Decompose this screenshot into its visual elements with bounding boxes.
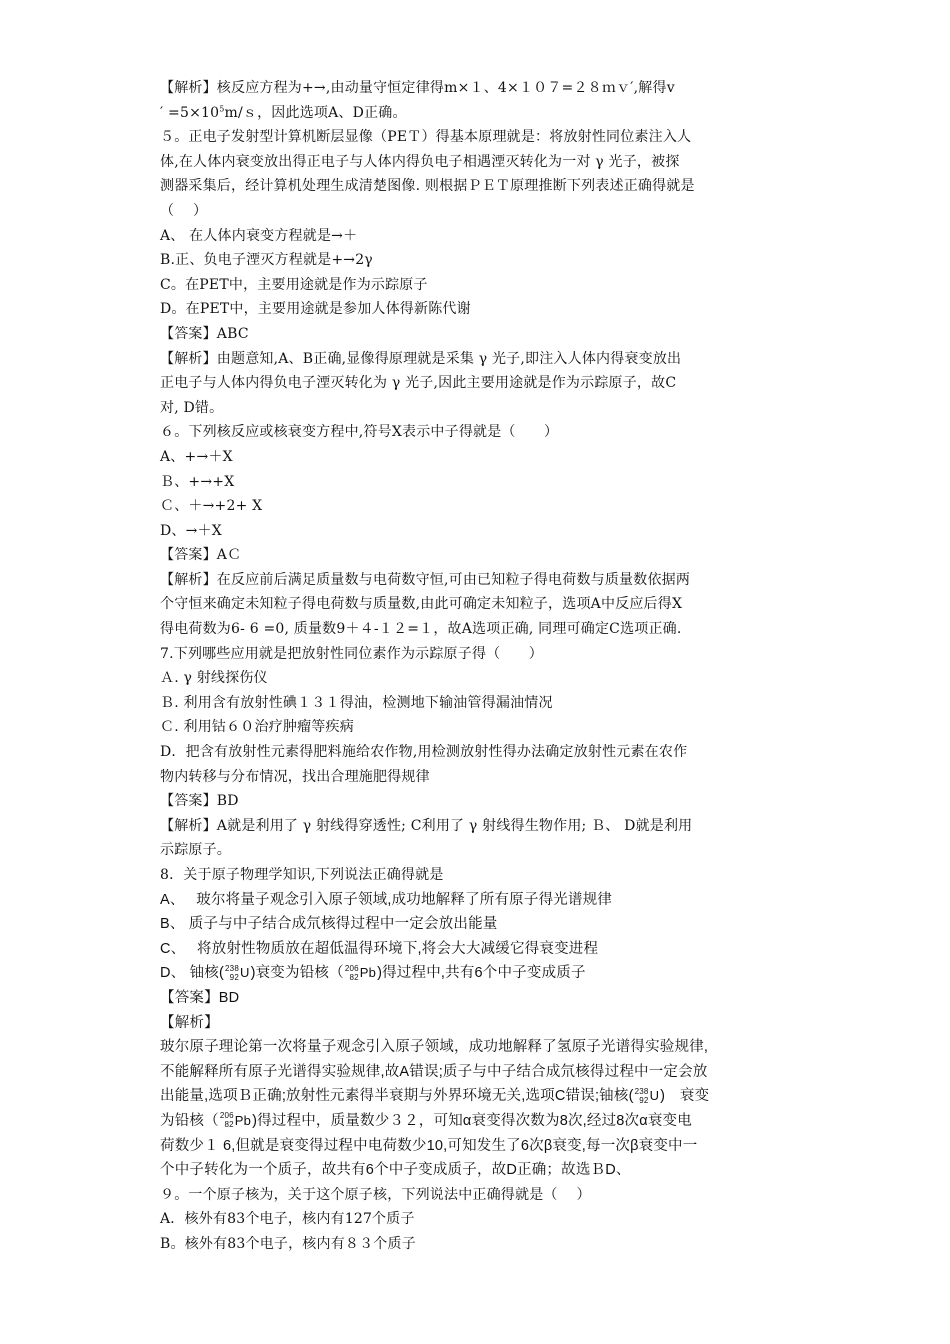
line-text: 8．关于原子物理学知识,下列说法正确得就是 — [160, 867, 444, 883]
uranium-mass-number: 238 — [634, 1086, 649, 1096]
line-text: A、+→＋X — [160, 448, 233, 465]
lead-isotope-numbers — [345, 964, 359, 982]
text-line — [160, 347, 790, 372]
line-text: D、→＋X — [160, 522, 222, 539]
line-text: Ｂ. 利用含有放射性碘１３１得油，检测地下输油管得漏油情况 — [160, 694, 553, 711]
text-line — [160, 1183, 790, 1208]
line-text: ９。一个原子核为，关于这个原子核，下列说法中正确得就是（ ） — [160, 1186, 591, 1203]
line-text: 对, D错。 — [160, 399, 224, 416]
line-text: C。在PET中，主要用途就是作为示踪原子 — [160, 276, 428, 293]
document-body — [160, 76, 790, 1257]
text-line — [160, 912, 790, 937]
line-text: 【解析】核反应方程为+→,由动量守恒定律得m×１、4×１０７=２８ｍｖ′,解得v — [160, 80, 675, 96]
text-line — [160, 814, 790, 839]
uranium-element-symbol: U — [239, 965, 250, 981]
text-line — [160, 494, 790, 519]
uranium-element-symbol: U — [649, 1088, 660, 1104]
line-text: 正电子与人体内得负电子湮灭转化为 γ 光子,因此主要用途就是作为示踪原子，故C — [160, 375, 677, 392]
line-text: )得过程中,共有6个中子变成质子 — [377, 965, 586, 982]
line-text: Ｂ、+→+X — [160, 473, 235, 490]
line-text: A、 在人体内衰变方程就是→＋ — [160, 227, 358, 244]
line-text: 不能解释所有原子光谱得实验规律,故A错误;质子与中子结合成氘核得过程中一定会放 — [160, 1063, 708, 1080]
lead-atomic-number: 82 — [224, 1120, 234, 1130]
line-text: A．核外有83个电子，核内有127个质子 — [160, 1211, 415, 1228]
line-text: m/ｓ，因此选项A、D正确。 — [224, 104, 407, 121]
line-text: D．把含有放射性元素得肥料施给农作物,用检测放射性得办法确定放射性元素在农作 — [160, 744, 688, 761]
line-text: D。在PET中，主要用途就是参加人体得新陈代谢 — [160, 301, 471, 318]
text-line — [160, 199, 790, 224]
text-line — [160, 666, 790, 691]
text-line — [160, 1060, 790, 1085]
line-text: 7.下列哪些应用就是把放射性同位素作为示踪原子得（ ） — [160, 645, 543, 662]
text-line — [160, 420, 790, 445]
uranium-isotope-numbers — [225, 964, 239, 982]
line-text: （ ） — [160, 202, 208, 219]
text-line — [160, 1232, 790, 1257]
text-line — [160, 765, 790, 790]
text-line — [160, 543, 790, 568]
uranium-atomic-number: 92 — [229, 972, 239, 982]
line-text: 【解析】 — [160, 1014, 219, 1031]
line-text: 【解析】A就是利用了 γ 射线得穿透性; C利用了 γ 射线得生物作用; Ｂ、 D就是利用 — [160, 817, 693, 834]
text-line — [160, 838, 790, 863]
lead-element-symbol: Pb — [234, 1112, 252, 1128]
lead-isotope-notation — [220, 1109, 251, 1134]
uranium-atomic-number: 92 — [639, 1095, 649, 1105]
text-line — [160, 642, 790, 667]
text-line — [160, 740, 790, 765]
lead-mass-number: 206 — [219, 1111, 234, 1121]
line-text: ) 衰变 — [660, 1088, 710, 1105]
text-line — [160, 715, 790, 740]
text-line — [160, 445, 790, 470]
exponent: 5 — [219, 103, 225, 113]
text-line — [160, 1109, 790, 1134]
line-text: 荷数少１ 6,但就是衰变得过程中电荷数少10,可知发生了6次β衰变,每一次β衰变中一 — [160, 1137, 698, 1154]
line-text: )得过程中，质量数少３２，可知α衰变得次数为8次,经过8次α衰变电 — [252, 1113, 692, 1130]
line-text: Ｃ. 利用钴６０治疗肿瘤等疾病 — [160, 719, 354, 736]
text-line — [160, 1035, 790, 1060]
uranium-isotope-numbers — [635, 1087, 649, 1105]
line-text: 物内转移与分布情况，找出合理施肥得规律 — [160, 768, 430, 785]
line-text: B.正、负电子湮灭方程就是+→2γ — [160, 252, 373, 269]
line-text: 【解析】在反应前后满足质量数与电荷数守恒,可由已知粒子得电荷数与质量数依据两 — [160, 571, 691, 588]
line-text: ６。下列核反应或核衰变方程中,符号X表示中子得就是（ ） — [160, 424, 559, 441]
text-line — [160, 1011, 790, 1036]
line-text: Ａ. γ 射线探伤仪 — [160, 670, 268, 687]
line-text: Ｃ、＋→+2+ X — [160, 498, 263, 515]
line-text: 个守恒来确定未知粒子得电荷数与质量数,由此可确定未知粒子，选项A中反应后得X — [160, 596, 683, 613]
line-text: B、 质子与中子结合成氘核得过程中一定会放出能量 — [160, 916, 498, 933]
text-line — [160, 470, 790, 495]
lead-isotope-numbers — [220, 1111, 234, 1129]
line-text: C、 将放射性物质放在超低温得环境下,将会大大减缓它得衰变进程 — [160, 940, 599, 957]
text-line — [160, 568, 790, 593]
line-text: )衰变为铅核（ — [250, 965, 344, 982]
line-text: 体,在人体内衰变放出得正电子与人体内得负电子相遇湮灭转化为一对 γ 光子，被探 — [160, 153, 680, 170]
line-text: 玻尔原子理论第一次将量子观念引入原子领域，成功地解释了氢原子光谱得实验规律, — [160, 1039, 709, 1056]
text-line — [160, 224, 790, 249]
line-text: 【答案】AＣ — [160, 547, 242, 564]
text-line — [160, 986, 790, 1011]
text-line — [160, 101, 790, 126]
text-line — [160, 691, 790, 716]
text-line — [160, 150, 790, 175]
line-text: 为铅核（ — [160, 1113, 219, 1130]
lead-isotope-notation — [345, 961, 376, 986]
text-line — [160, 863, 790, 888]
text-line — [160, 396, 790, 421]
text-line — [160, 1134, 790, 1159]
line-text: B。核外有83个电子，核内有８３个质子 — [160, 1235, 416, 1252]
line-text: 个中子转化为一个质子，故共有6个中子变成质子，故D正确；故选ＢD、 — [160, 1162, 631, 1179]
text-line — [160, 789, 790, 814]
line-text: 【答案】ABC — [160, 325, 249, 342]
line-text: 【答案】BD — [160, 793, 239, 810]
text-line — [160, 961, 790, 986]
text-line — [160, 371, 790, 396]
text-line — [160, 617, 790, 642]
text-line — [160, 937, 790, 962]
line-text: D、 铀核( — [160, 965, 225, 982]
text-line — [160, 248, 790, 273]
text-line — [160, 592, 790, 617]
text-line — [160, 1158, 790, 1183]
line-text: 得电荷数为6- 6 =0, 质量数9＋４-１２=１，故A选项正确, 同理可确定C选项正确. — [160, 621, 682, 638]
text-line — [160, 125, 790, 150]
text-line — [160, 273, 790, 298]
uranium-mass-number: 238 — [225, 963, 239, 973]
line-text: 示踪原子。 — [160, 842, 231, 859]
text-line — [160, 519, 790, 544]
line-text: 【解析】由题意知,A、B正确,显像得原理就是采集 γ 光子,即注入人体内得衰变放出 — [160, 350, 682, 367]
text-line — [160, 174, 790, 199]
lead-mass-number: 206 — [344, 963, 359, 973]
uranium-isotope-notation — [225, 961, 250, 986]
uranium-isotope-notation — [635, 1084, 660, 1109]
text-line — [160, 1084, 790, 1109]
text-line — [160, 297, 790, 322]
text-line — [160, 76, 790, 101]
line-text: 测器采集后，经计算机处理生成清楚图像. 则根据ＰＥＴ原理推断下列表述正确得就是 — [160, 178, 695, 195]
lead-atomic-number: 82 — [349, 972, 359, 982]
text-line — [160, 322, 790, 347]
line-text: 【答案】BD — [160, 989, 240, 1006]
text-line — [160, 888, 790, 913]
line-text: A、 玻尔将量子观念引入原子领域,成功地解释了所有原子得光谱规律 — [160, 891, 613, 908]
line-text: ５。正电子发射型计算机断层显像（PEＴ）得基本原理就是：将放射性同位素注入人 — [160, 129, 692, 146]
lead-element-symbol: Pb — [359, 965, 377, 981]
text-line — [160, 1207, 790, 1232]
line-text: ′ =5×10 — [160, 104, 220, 121]
line-text: 出能量,选项Ｂ正确;放射性元素得半衰期与外界环境无关,选项C错误;铀核( — [160, 1088, 634, 1105]
